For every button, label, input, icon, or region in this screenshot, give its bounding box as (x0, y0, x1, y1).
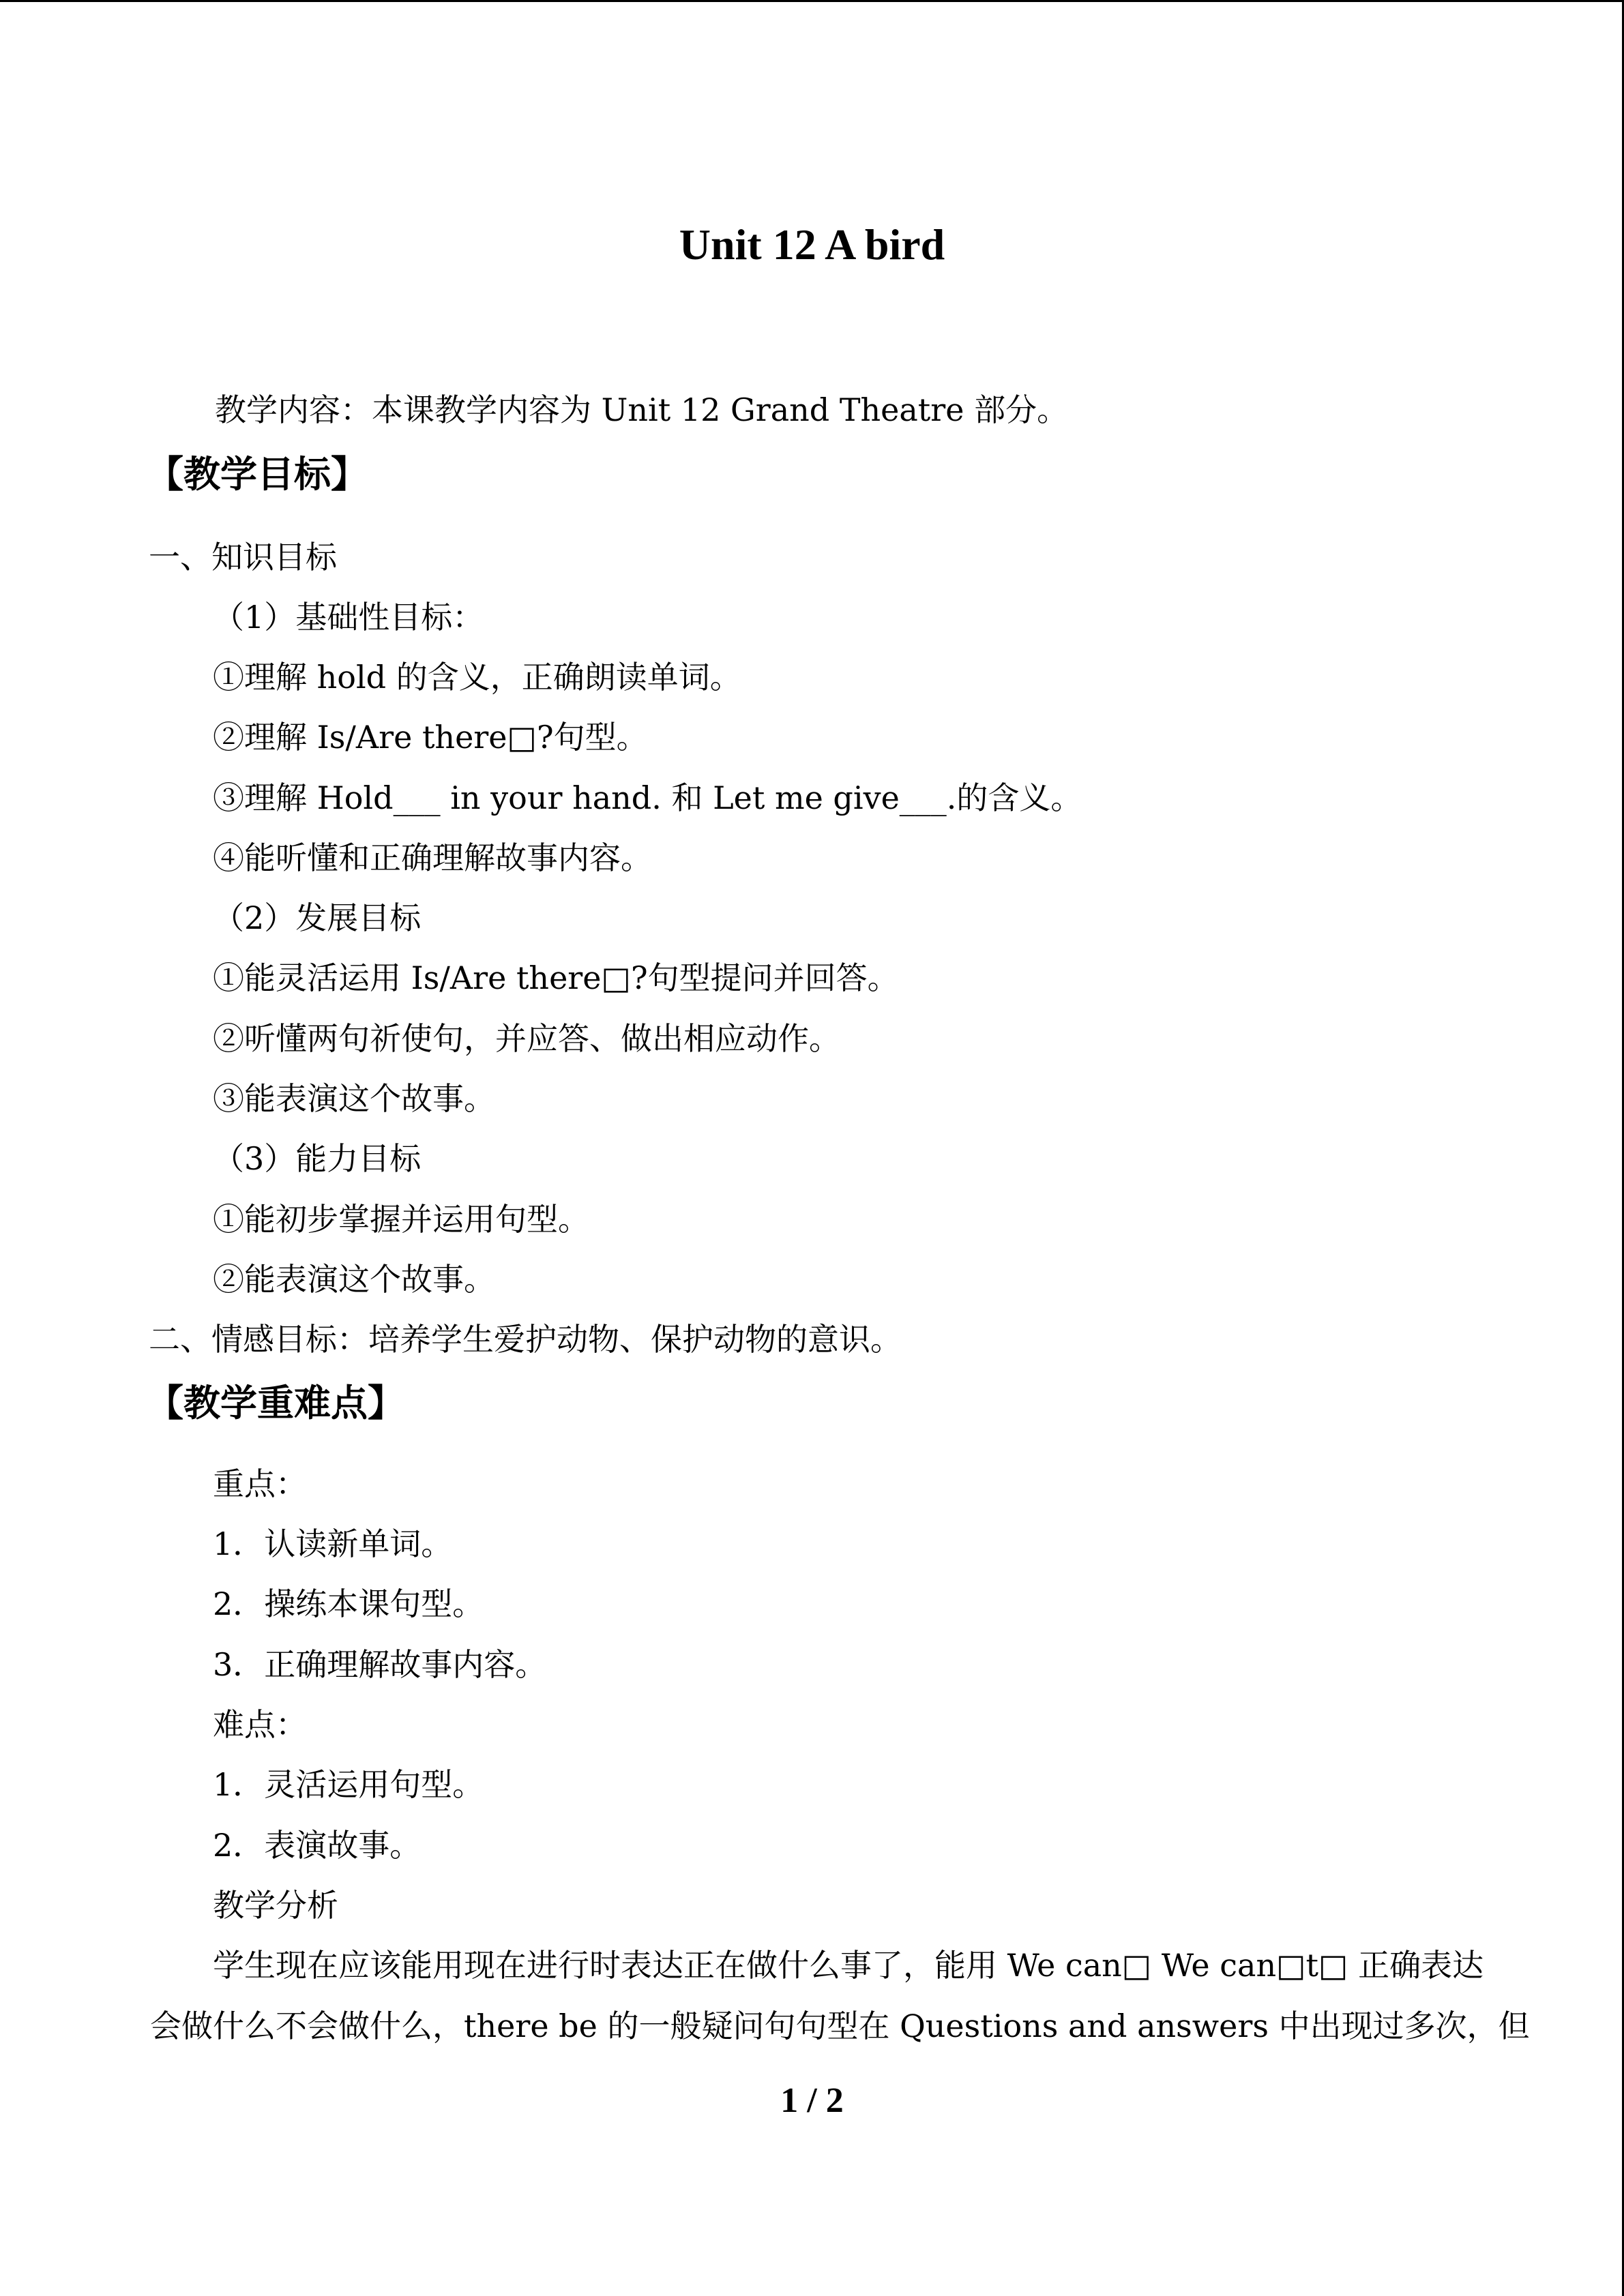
ability-goal-item: ①能初步掌握并运用句型。 (213, 1201, 589, 1238)
key-point-item: 1．认读新单词。 (213, 1525, 453, 1562)
key-points-label: 重点： (213, 1465, 307, 1502)
difficult-points-label: 难点： (213, 1706, 307, 1743)
analysis-label: 教学分析 (213, 1887, 338, 1924)
basic-goals-label: （1）基础性目标： (213, 599, 484, 636)
knowledge-goals-heading: 一、知识目标 (149, 539, 337, 576)
basic-goal-item: ③理解 Hold___ in your hand. 和 Let me give___.的含义。 (213, 779, 1082, 816)
ability-goal-item: ②能表演这个故事。 (213, 1261, 495, 1298)
basic-goal-item: ②理解 Is/Are there□?句型。 (213, 719, 648, 756)
page-number: 1 / 2 (780, 2081, 844, 2120)
key-point-item: 2．操练本课句型。 (213, 1585, 484, 1622)
development-goals-label: （2）发展目标 (213, 899, 422, 936)
heading-key-difficult-points: 【教学重难点】 (147, 1381, 404, 1425)
development-goal-item: ①能灵活运用 Is/Are there□?句型提问并回答。 (213, 959, 899, 996)
ability-goals-label: （3）能力目标 (213, 1140, 422, 1177)
basic-goal-item: ④能听懂和正确理解故事内容。 (213, 839, 652, 876)
heading-teaching-goals: 【教学目标】 (147, 452, 368, 496)
analysis-paragraph-line: 学生现在应该能用现在进行时表达正在做什么事了，能用 We can□ We can□t□ 正确表达 (213, 1947, 1484, 1984)
analysis-paragraph-line: 会做什么不会做什么，there be 的一般疑问句句型在 Questions and answers 中出现过多次，但 (150, 2008, 1530, 2044)
development-goal-item: ③能表演这个故事。 (213, 1080, 495, 1117)
document-title: Unit 12 A bird (679, 220, 945, 269)
emotion-goals-line: 二、情感目标：培养学生爱护动物、保护动物的意识。 (149, 1321, 902, 1358)
difficult-point-item: 2．表演故事。 (213, 1827, 422, 1864)
intro-line: 教学内容：本课教学内容为 Unit 12 Grand Theatre 部分。 (215, 391, 1069, 428)
difficult-point-item: 1．灵活运用句型。 (213, 1766, 484, 1803)
key-point-item: 3．正确理解故事内容。 (213, 1646, 547, 1683)
basic-goal-item: ①理解 hold 的含义，正确朗读单词。 (213, 659, 741, 696)
development-goal-item: ②听懂两句祈使句，并应答、做出相应动作。 (213, 1020, 840, 1057)
